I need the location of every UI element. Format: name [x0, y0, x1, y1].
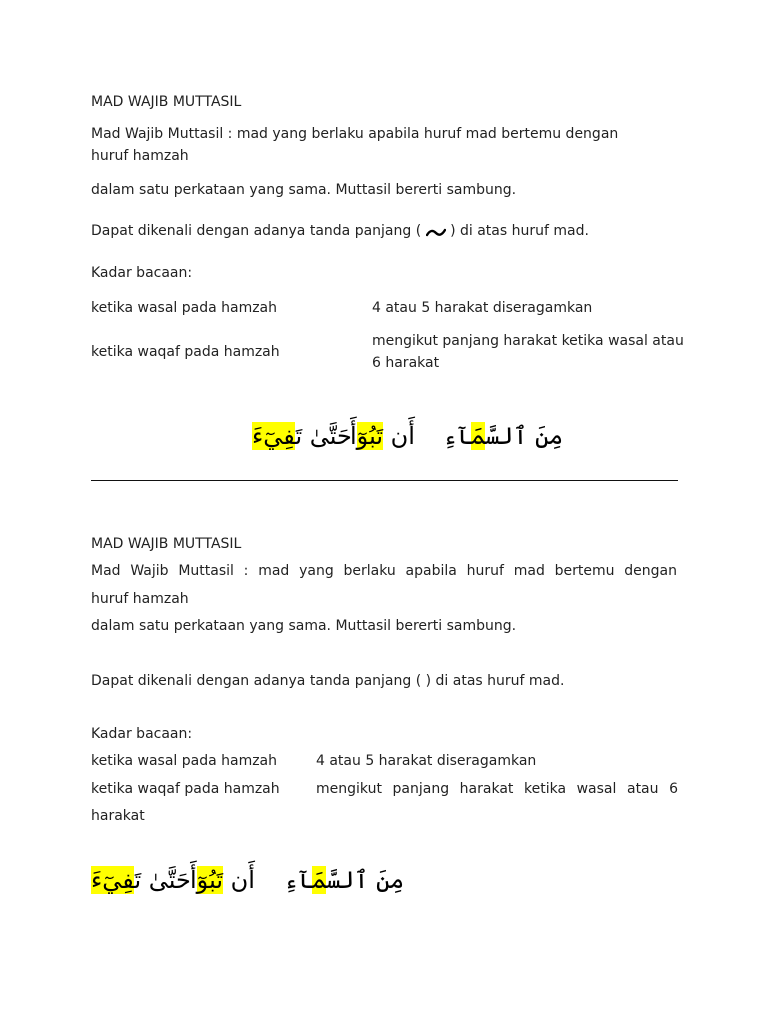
arabic-example-an-tabua: أَن تَبُوٓأَ	[190, 866, 255, 894]
section2-row1-condition: ketika wasal pada hamzah	[91, 753, 278, 769]
section1-row2-rule-line2: 6 harakat	[372, 355, 440, 371]
section1-row1-condition: ketika wasal pada hamzah	[91, 300, 278, 316]
arabic-example-minas-samai: مِنَ ٱلسَّمَآءِ	[284, 866, 405, 894]
arabic-example-minas-samai: مِنَ ٱلسَّمَآءِ	[443, 422, 564, 450]
section1-sign-line	[91, 223, 589, 239]
section2-definition-line1: Mad Wajib Muttasil : mad yang berlaku apabila huruf mad bertemu dengan	[91, 563, 677, 579]
section2-title: MAD WAJIB MUTTASIL	[91, 536, 242, 552]
arabic-example-an-tabua: أَن تَبُوٓأَ	[350, 422, 415, 450]
section1-row1-rule: 4 atau 5 harakat diseragamkan	[372, 300, 593, 316]
section2-row2-rule: mengikut panjang harakat ketika wasal atau 6	[316, 781, 678, 797]
section2-row1-rule: 4 atau 5 harakat diseragamkan	[316, 753, 537, 769]
section2-definition-line2: huruf hamzah	[91, 591, 189, 607]
section1-definition-line2: huruf hamzah	[91, 148, 189, 164]
section1-definition-line1: Mad Wajib Muttasil : mad yang berlaku apabila huruf mad bertemu dengan	[91, 126, 619, 142]
arabic-example-hatta-tafia: حَتَّىٰ تَفِيٓءَ	[252, 422, 352, 450]
section2-row2-condition: ketika waqaf pada hamzah	[91, 781, 280, 797]
section2-meaning: dalam satu perkataan yang sama. Muttasil bererti sambung.	[91, 618, 517, 634]
section1-meaning: dalam satu perkataan yang sama. Muttasil bererti sambung.	[91, 182, 517, 198]
section2-kadar-label: Kadar bacaan:	[91, 726, 193, 742]
arabic-example-hatta-tafia: حَتَّىٰ تَفِيٓءَ	[91, 866, 191, 894]
section2-row2-rule-cont: harakat	[91, 808, 145, 824]
sign-line-after: ) di atas huruf mad.	[450, 223, 589, 239]
section1-kadar-label: Kadar bacaan:	[91, 265, 193, 281]
section1-title: MAD WAJIB MUTTASIL	[91, 94, 242, 110]
section1-row2-rule-line1: mengikut panjang harakat ketika wasal atau	[372, 333, 684, 349]
madd-sign-icon	[426, 226, 446, 236]
sign-line-before: Dapat dikenali dengan adanya tanda panjang (	[91, 223, 422, 239]
section2-sign-line: Dapat dikenali dengan adanya tanda panjang ( ) di atas huruf mad.	[91, 673, 565, 689]
section1-row2-condition: ketika waqaf pada hamzah	[91, 344, 280, 360]
horizontal-divider	[91, 480, 678, 481]
